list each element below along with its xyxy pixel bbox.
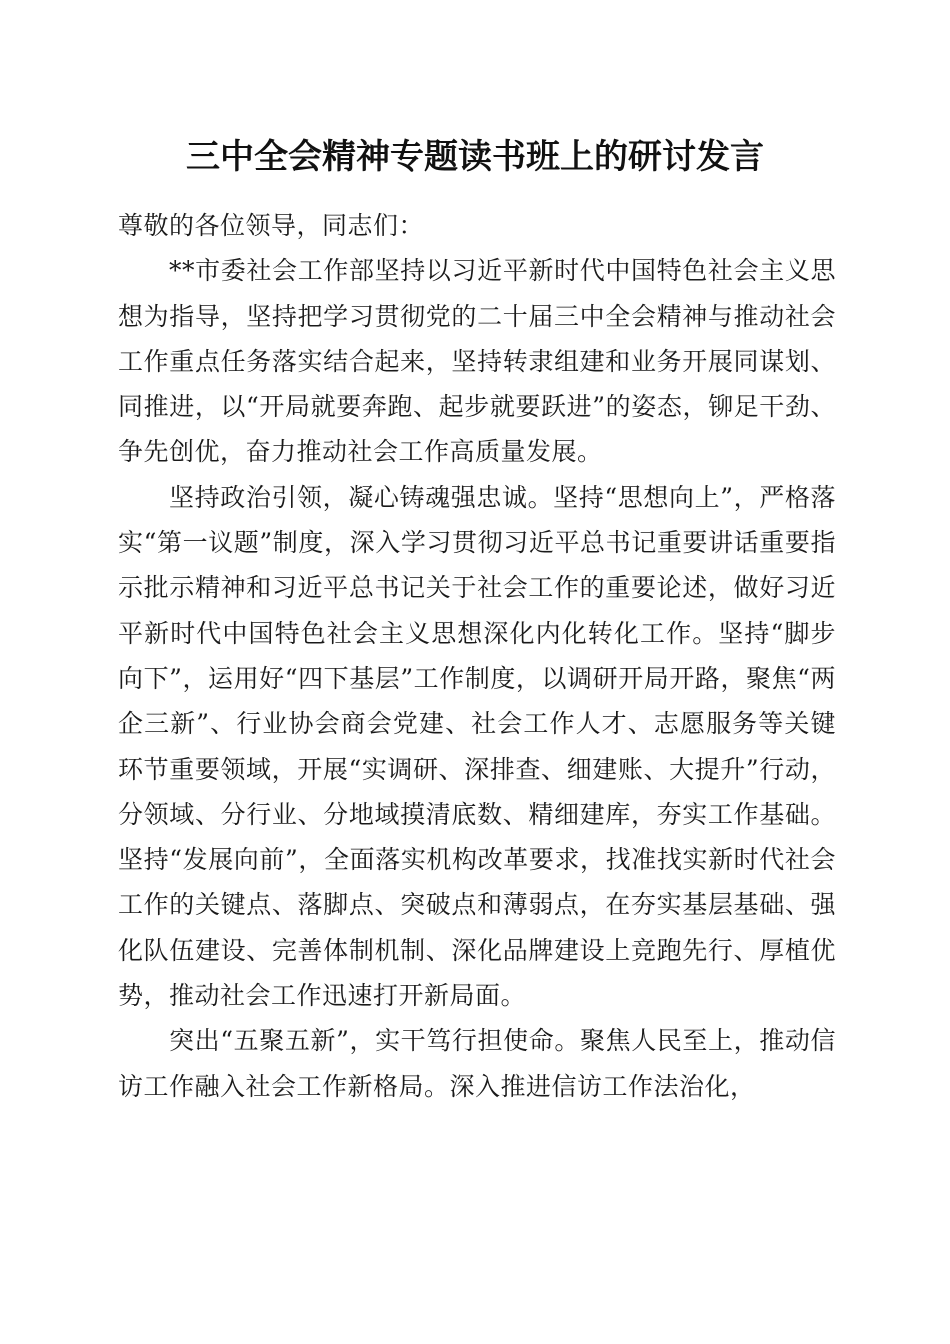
paragraph-political-leadership: 坚持政治引领，凝心铸魂强忠诚。坚持“思想向上”，严格落实“第一议题”制度，深入学习贯彻习近平总书记重要讲话重要指示批示精神和习近平总书记关于社会工作的重要论述，做好习近平新时代中国特色社会主义思想深化内化转化工作。坚持“脚步向下”，运用好“四下基层”工作制度，以调研开局开路，聚焦“两企三新”、行业协会商会党建、社会工作人才、志愿服务等关键环节重要领域，开展“实调研、深排查、细建账、大提升”行动，分领域、分行业、分地域摸清底数、精细建库，夯实工作基础。坚持“发展向前”，全面落实机构改革要求，找准找实新时代社会工作的关键点、落脚点、突破点和薄弱点，在夯实基层基础、强化队伍建设、完善体制机制、深化品牌建设上竞跑先行、厚植优势，推动社会工作迅速打开新局面。 (118, 482, 836, 1011)
document-title: 三中全会精神专题读书班上的研讨发言 (186, 137, 764, 177)
paragraph-five-focus: 突出“五聚五新”，实干笃行担使命。聚焦人民至上，推动信访工作融入社会工作新格局。深入推进信访工作法治化， (118, 1026, 836, 1101)
document-body (118, 203, 836, 1109)
salutation: 尊敬的各位领导，同志们： (118, 211, 425, 240)
paragraph-intro: **市委社会工作部坚持以习近平新时代中国特色社会主义思想为指导，坚持把学习贯彻党的二十届三中全会精神与推动社会工作重点任务落实结合起来，坚持转隶组建和业务开展同谋划、同推进，以“开局就要奔跑、起步就要跃进”的姿态，铆足干劲、争先创优，奋力推动社会工作高质量发展。 (118, 256, 836, 467)
